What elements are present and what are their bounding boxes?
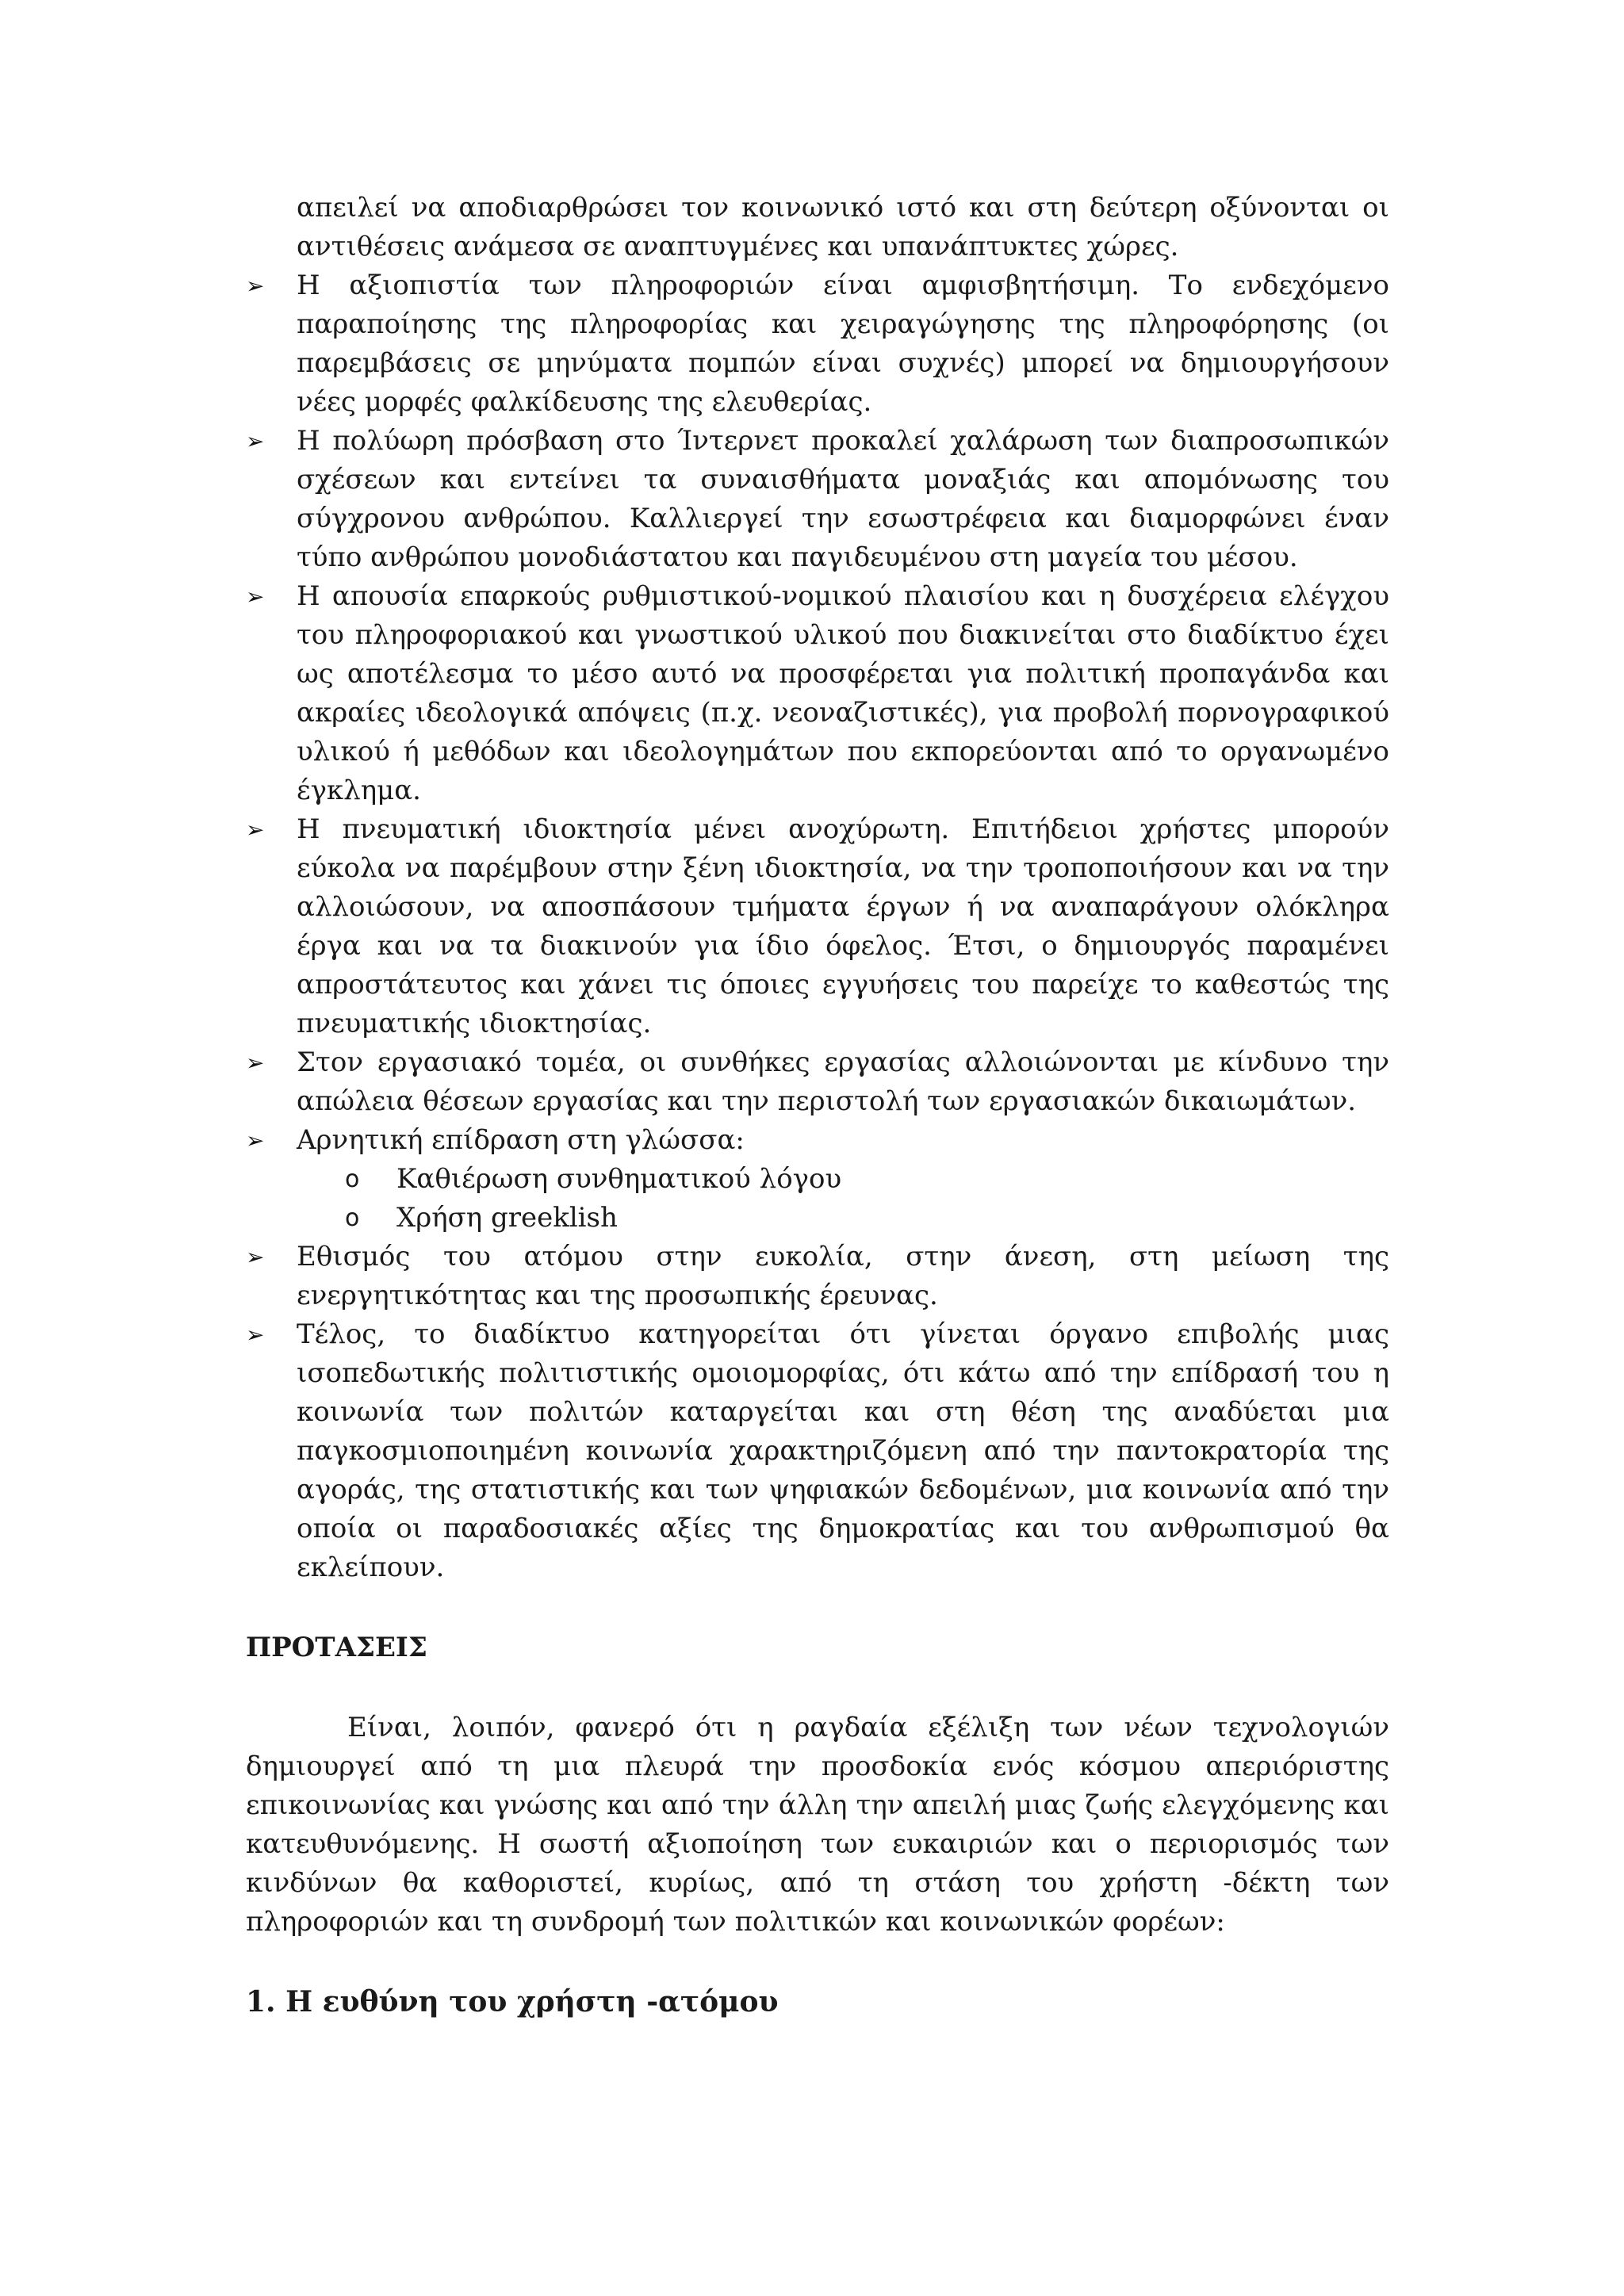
arrow-bullet-icon: ➢ [246, 1322, 265, 1348]
document-page [246, 189, 1389, 2022]
proposals-intro-paragraph: Είναι, λοιπόν, φανερό ότι η ραγδαία εξέλιξη των νέων τεχνολογιών δημιουργεί από τη μια πλευρά την προσδοκία ενός κόσμου απεριόριστης επικοινωνίας και γνώσης και από την άλλη την απειλή μιας ζωής ελεγχόμενης και κατευθυνόμενης. Η σωστή αξιοποίηση των ευκαιριών και ο περιορισμός των κινδύνων θα καθοριστεί, κυρίως, από τη στάση του χρήστη -δέκτη των πληροφοριών και τη συνδρομή των πολιτικών και κοινωνικών φορέων: [246, 1712, 1389, 1938]
drawbacks-list-continued [246, 1238, 1389, 1587]
arrow-bullet-icon: ➢ [246, 584, 265, 610]
language-sublist [246, 1160, 1389, 1238]
list-item [246, 1238, 1389, 1315]
list-item [246, 1043, 1389, 1121]
list-item [246, 1121, 1389, 1160]
list-item [246, 577, 1389, 810]
list-item [246, 422, 1389, 577]
proposals-heading: ΠΡΟΤΑΣΕΙΣ [246, 1632, 427, 1663]
arrow-bullet-icon: ➢ [246, 1244, 265, 1270]
list-item-text: Η πνευματική ιδιοκτησία μένει ανοχύρωτη. Επιτήδειοι χρήστες μπορούν εύκολα να παρέμβουν στην ξένη ιδιοκτησία, να την τροποποιήσουν και να την αλλοιώσουν, να αποσπάσουν τμήματα έργων ή να αναπαράγουν ολόκληρα έργα και να τα διακινούν για ίδιο όφελος. Έτσι, ο δημιουργός παραμένει απροστάτευτος και χάνει τις όποιες εγγυήσεις του παρείχε το καθεστώς της πνευματικής ιδιοκτησίας. [297, 813, 1389, 1039]
list-item [246, 266, 1389, 422]
list-item-text: Η αξιοπιστία των πληροφοριών είναι αμφισβητήσιμη. Το ενδεχόμενο παραποίησης της πληροφορίας και χειραγώγησης της πληροφόρησης (οι παρεμβάσεις σε μηνύματα πομπών είναι συχνές) μπορεί να δημιουργήσουν νέες μορφές φαλκίδευσης της ελευθερίας. [297, 270, 1389, 418]
arrow-bullet-icon: ➢ [246, 817, 265, 843]
list-item-text: Η πολύωρη πρόσβαση στο Ίντερνετ προκαλεί χαλάρωση των διαπροσωπικών σχέσεων και εντείνει τα συναισθήματα μοναξιάς και απομόνωσης του σύγχρονου ανθρώπου. Καλλιεργεί την εσωστρέφεια και διαμορφώνει έναν τύπο ανθρώπου μονοδιάστατου και παγιδευμένου στη μαγεία του μέσου. [297, 425, 1389, 573]
drawbacks-list [246, 266, 1389, 1160]
arrow-bullet-icon: ➢ [246, 428, 265, 454]
list-item-text: Στον εργασιακό τομέα, οι συνθήκες εργασίας αλλοιώνονται με κίνδυνο την απώλεια θέσεων εργασίας και την περιστολή των εργασιακών δικαιωμάτων. [297, 1047, 1389, 1117]
list-item [246, 810, 1389, 1043]
sublist-item-text: Καθιέρωση συνθηματικού λόγου [396, 1163, 842, 1195]
circle-bullet-icon: o [345, 1204, 360, 1232]
arrow-bullet-icon: ➢ [246, 273, 265, 299]
section-heading: 1. Η ευθύνη του χρήστη -ατόμου [246, 1985, 779, 2019]
sublist-item [246, 1199, 1389, 1238]
sublist-item-text: Χρήση greeklish [396, 1202, 618, 1234]
arrow-bullet-icon: ➢ [246, 1050, 265, 1076]
list-item [246, 1315, 1389, 1587]
sublist-item [246, 1160, 1389, 1199]
list-item-text: Εθισμός του ατόμου στην ευκολία, στην άνεση, στη μείωση της ενεργητικότητας και της προσωπικής έρευνας. [297, 1241, 1389, 1311]
arrow-bullet-icon: ➢ [246, 1127, 265, 1154]
list-item-text: Τέλος, το διαδίκτυο κατηγορείται ότι γίνεται όργανο επιβολής μιας ισοπεδωτικής πολιτιστικής ομοιομορφίας, ότι κάτω από την επίδρασή του η κοινωνία των πολιτών καταργείται και στη θέση της αναδύεται μια παγκοσμιοποιημένη κοινωνία χαρακτηριζόμενη από την παντοκρατορία της αγοράς, της στατιστικής και των ψηφιακών δεδομένων, μια κοινωνία από την οποία οι παραδοσιακές αξίες της δημοκρατίας και του ανθρωπισμού θα εκλείπουν. [297, 1318, 1389, 1583]
continuation-paragraph: απειλεί να αποδιαρθρώσει τον κοινωνικό ιστό και στη δεύτερη οξύνονται οι αντιθέσεις ανάμεσα σε αναπτυγμένες και υπανάπτυκτες χώρες. [297, 192, 1389, 262]
list-item-text: Η απουσία επαρκούς ρυθμιστικού-νομικού πλαισίου και η δυσχέρεια ελέγχου του πληροφοριακού και γνωστικού υλικού που διακινείται στο διαδίκτυο έχει ως αποτέλεσμα το μέσο αυτό να προσφέρεται για πολιτική προπαγάνδα και ακραίες ιδεολογικά απόψεις (π.χ. νεοναζιστικές), για προβολή πορνογραφικού υλικού ή μεθόδων και ιδεολογημάτων που εκπορεύονται από το οργανωμένο έγκλημα. [297, 580, 1389, 806]
circle-bullet-icon: o [345, 1165, 360, 1193]
list-item-text: Αρνητική επίδραση στη γλώσσα: [297, 1124, 745, 1156]
